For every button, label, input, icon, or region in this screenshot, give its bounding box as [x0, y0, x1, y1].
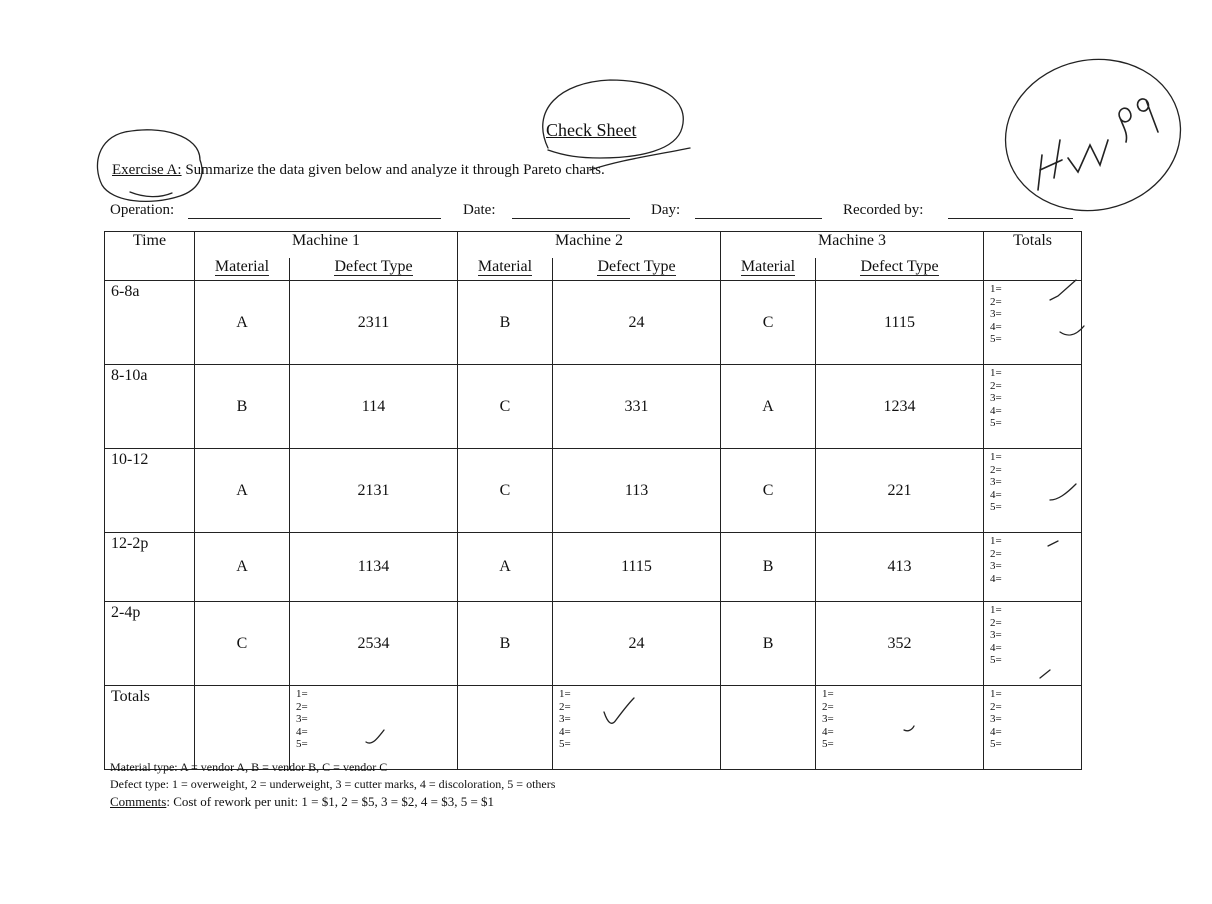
comments-text: : Cost of rework per unit: 1 = $1, 2 = $5, 3 = $2, 4 = $3, 5 = $1	[166, 794, 495, 809]
m2-defect: 113	[553, 449, 721, 533]
tally-line: 3=	[559, 713, 571, 726]
page-title: Check Sheet	[546, 120, 637, 140]
m3-material: A	[721, 365, 816, 449]
tally-line: 4=	[990, 404, 1002, 417]
comments-label: Comments	[110, 794, 167, 809]
operation-label: Operation:	[110, 202, 175, 218]
tally-line: 3=	[990, 629, 1002, 642]
tally-line: 1=	[822, 688, 834, 700]
m1-totals-tally	[290, 686, 458, 770]
m3-material: B	[721, 602, 816, 686]
date-field[interactable]	[512, 218, 630, 219]
tally-line: 4=	[990, 572, 1002, 585]
time-cell: 8-10a	[105, 365, 195, 449]
day-field[interactable]	[695, 218, 822, 219]
m1-material: B	[195, 365, 290, 449]
time-cell: 12-2p	[105, 533, 195, 602]
tally-line: 4=	[990, 320, 1002, 333]
tally-line: 4=	[822, 725, 834, 738]
m2-defect: 24	[553, 281, 721, 365]
check-sheet-table	[104, 231, 1082, 770]
m1-material: C	[195, 602, 290, 686]
check-sheet-circle	[543, 80, 684, 158]
tally-line: 3=	[990, 713, 1002, 726]
tally-line: 4=	[990, 641, 1002, 654]
m3-defect: 221	[816, 449, 984, 533]
totals-header: Totals	[984, 232, 1082, 259]
tally-line: 5=	[990, 738, 1002, 751]
m3-defect: 1115	[816, 281, 984, 365]
tally-line: 1=	[559, 688, 571, 700]
tally-line: 3=	[990, 476, 1002, 489]
table-row	[105, 365, 1082, 449]
m1-defect: 114	[290, 365, 458, 449]
m3-material-header: Material	[740, 258, 796, 275]
row-totals-tally	[984, 365, 1082, 449]
operation-field[interactable]	[188, 218, 441, 219]
tally-line: 2=	[822, 700, 834, 713]
tally-line: 5=	[559, 738, 571, 751]
defect-type-legend: Defect type: 1 = overweight, 2 = underweight, 3 = cutter marks, 4 = discoloration, 5 = others	[110, 777, 556, 791]
tally-line: 5=	[822, 738, 834, 751]
m3-totals-tally	[816, 686, 984, 770]
day-label: Day:	[651, 202, 681, 218]
tally-line: 1=	[990, 604, 1002, 616]
m1-material: A	[195, 281, 290, 365]
m2-material-header: Material	[477, 258, 533, 275]
tally-line: 2=	[296, 700, 308, 713]
m2-defect: 24	[553, 602, 721, 686]
tally-line: 2=	[990, 547, 1002, 560]
row-totals-tally	[984, 281, 1082, 365]
m3-defect: 352	[816, 602, 984, 686]
form-fields-line	[110, 202, 1075, 222]
m3-defect-header: Defect Type	[860, 258, 939, 275]
tally-line: 1=	[990, 367, 1002, 379]
row-totals-tally	[984, 602, 1082, 686]
m1-material: A	[195, 449, 290, 533]
m1-defect-header: Defect Type	[334, 258, 413, 275]
tally-line: 1=	[296, 688, 308, 700]
m3-material: C	[721, 281, 816, 365]
m3-defect: 413	[816, 533, 984, 602]
hw19-handwriting	[1038, 99, 1158, 190]
m1-material-header: Material	[214, 258, 270, 275]
tally-line: 2=	[559, 700, 571, 713]
m2-material: B	[458, 602, 553, 686]
exercise-instruction	[112, 162, 605, 179]
totals-label: Totals	[105, 686, 195, 770]
machine2-header: Machine 2	[458, 232, 721, 259]
time-header: Time	[105, 232, 195, 259]
exercise-label: Exercise A:	[112, 162, 182, 178]
grand-totals-tally	[984, 686, 1082, 770]
tally-line: 2=	[990, 463, 1002, 476]
tally-line: 5=	[990, 333, 1002, 346]
tally-line: 4=	[990, 725, 1002, 738]
m1-defect: 2311	[290, 281, 458, 365]
m1-defect: 1134	[290, 533, 458, 602]
m3-material: B	[721, 533, 816, 602]
tally-line: 4=	[990, 488, 1002, 501]
m2-material: C	[458, 449, 553, 533]
time-cell: 10-12	[105, 449, 195, 533]
check-sheet-swoosh	[590, 148, 690, 170]
m2-defect: 331	[553, 365, 721, 449]
row-totals-tally	[984, 449, 1082, 533]
recorded-by-label: Recorded by:	[843, 202, 924, 218]
header-row-1	[105, 232, 1082, 259]
m1-defect: 2131	[290, 449, 458, 533]
table-row	[105, 449, 1082, 533]
tally-line: 1=	[990, 688, 1002, 700]
m2-material: B	[458, 281, 553, 365]
m1-defect: 2534	[290, 602, 458, 686]
tally-line: 5=	[296, 738, 308, 751]
recorded-by-field[interactable]	[948, 218, 1073, 219]
tally-line: 5=	[990, 417, 1002, 430]
table-row	[105, 281, 1082, 365]
machine1-header: Machine 1	[195, 232, 458, 259]
tally-line: 1=	[990, 451, 1002, 463]
m1-material: A	[195, 533, 290, 602]
tally-line: 5=	[990, 654, 1002, 667]
m2-material: C	[458, 365, 553, 449]
tally-line: 3=	[822, 713, 834, 726]
tally-line: 2=	[990, 616, 1002, 629]
exercise-underline-scribble	[130, 192, 172, 197]
tally-line: 3=	[990, 560, 1002, 573]
tally-line: 1=	[990, 535, 1002, 547]
tally-line: 4=	[559, 725, 571, 738]
tally-line: 3=	[990, 308, 1002, 321]
time-cell: 2-4p	[105, 602, 195, 686]
tally-line: 2=	[990, 700, 1002, 713]
tally-line: 2=	[990, 379, 1002, 392]
m2-defect: 1115	[553, 533, 721, 602]
machine3-header: Machine 3	[721, 232, 984, 259]
table-row	[105, 602, 1082, 686]
m2-material: A	[458, 533, 553, 602]
totals-row	[105, 686, 1082, 770]
exercise-text: Summarize the data given below and analyze it through Pareto charts.	[185, 162, 605, 178]
m2-defect-header: Defect Type	[597, 258, 676, 275]
header-row-2	[105, 258, 1082, 281]
m3-defect: 1234	[816, 365, 984, 449]
tally-line: 1=	[990, 283, 1002, 295]
table-row	[105, 533, 1082, 602]
tally-line: 5=	[990, 501, 1002, 514]
time-cell: 6-8a	[105, 281, 195, 365]
material-type-legend: Material type: A = vendor A, B = vendor B, C = vendor C	[110, 760, 388, 774]
m3-material: C	[721, 449, 816, 533]
m2-totals-tally	[553, 686, 721, 770]
tally-line: 3=	[990, 392, 1002, 405]
tally-line: 2=	[990, 295, 1002, 308]
tally-line: 3=	[296, 713, 308, 726]
hw19-oval	[991, 43, 1194, 226]
tally-line: 4=	[296, 725, 308, 738]
date-label: Date:	[463, 202, 496, 218]
comments-line	[110, 794, 494, 810]
row-totals-tally	[984, 533, 1082, 602]
